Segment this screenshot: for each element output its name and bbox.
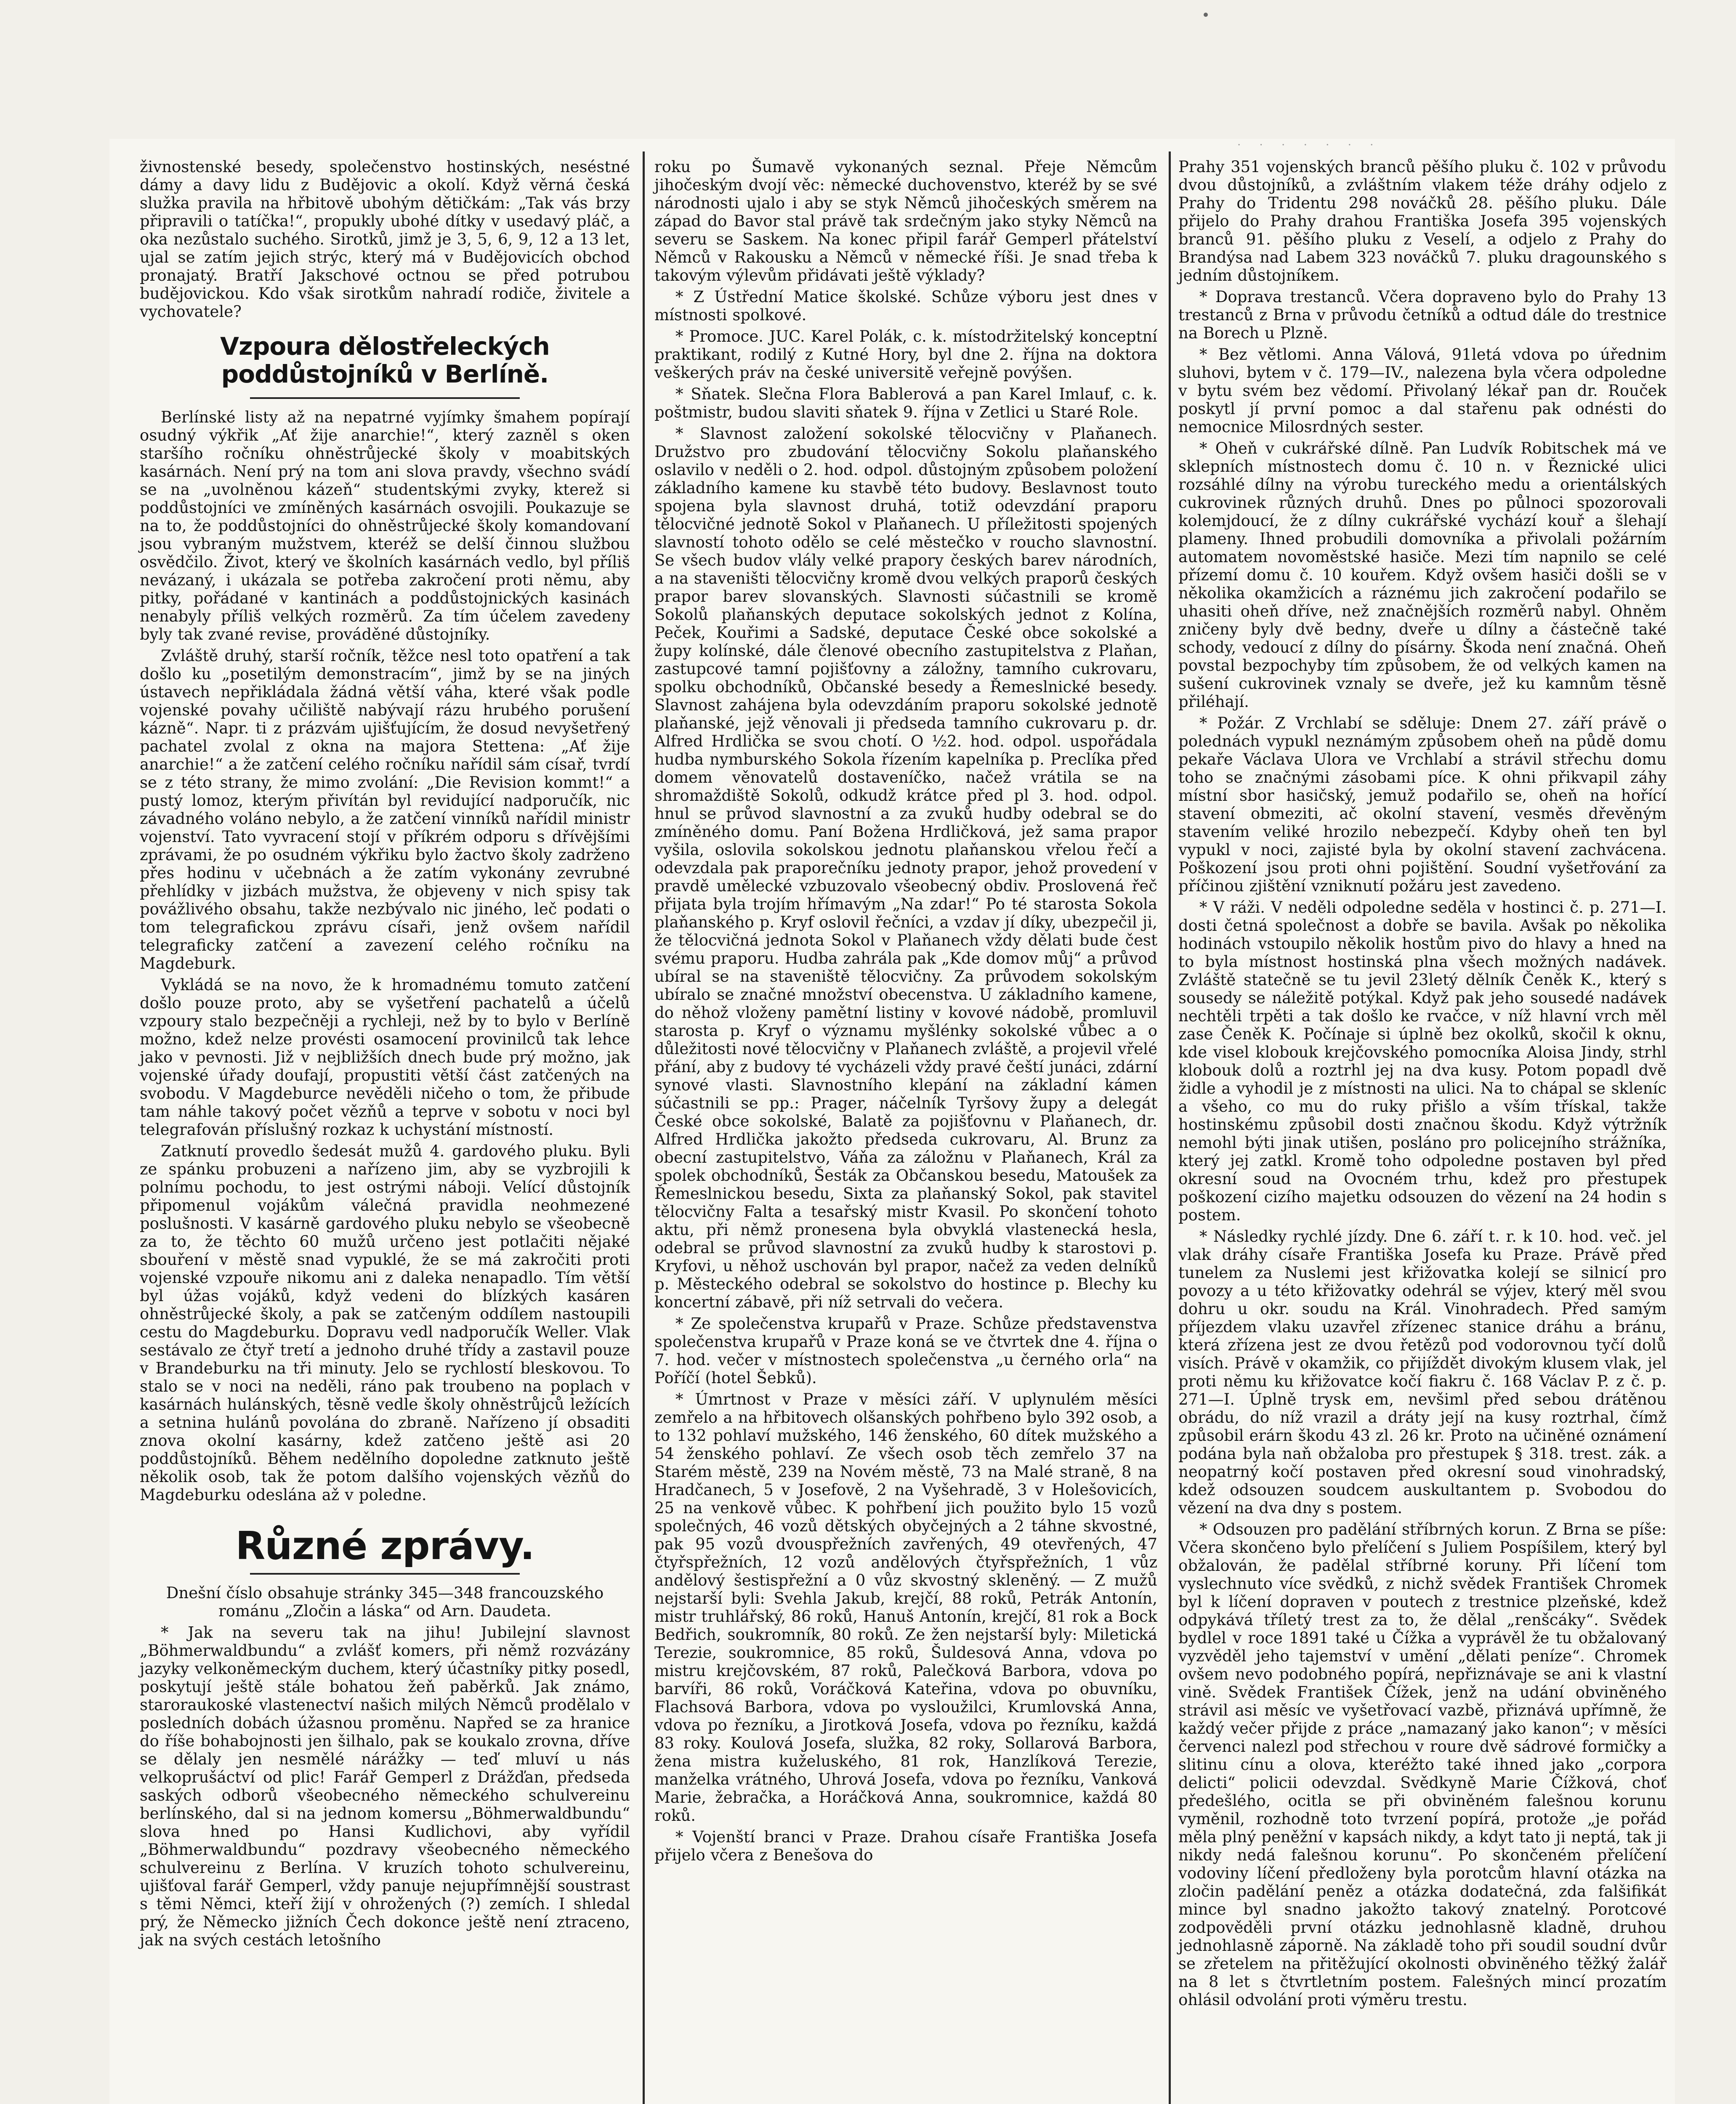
news-item: * Jak na severu tak na jihu! Jubilejní slavnost „Böhmerwaldbundu“ a zvlášť komers, při němž rozvázány jazyky velkoněmeckým duchem, který účastníky pitky posedl, poskytují ještě stále bohatou žeň paběrků. Jak známo, staroraukoské vlastenectví našich milých Němců prodělalo v posledních dobách úžasnou proměnu. Napřed se za hranice do říše bohabojnosti jen šilhalo, pak se koukalo zrovna, dříve se dělaly jen nesmělé nárážky — teď mluví u nás velkoprušáctví od plic! Farář Gemperl z Drážďan, předseda saských odborů všeobecného německého schulvereinu berlínského, dal si na jednom komersu „Böhmerwaldbundu“ slova hned po Hansi Kudlichovi, aby vyřídil „Böhmerwaldbundu“ pozdravy všeobecného německého schulvereinu z Berlína. V kruzích tohoto schulvereinu, ujišťoval farář Gemperl, vždy panuje nejupřímnější soustrast s těmi Němci, kteří žijí v ohrožených (?) zemích. I shledal prý, že Německo jižních Čech dokonce ještě není ztraceno, jak na svých cestách letošního (140, 1623, 630, 1949)
column-divider (643, 151, 645, 2104)
scan-dust-mark (1204, 13, 1208, 17)
news-item: * Sňatek. Slečna Flora Bablerová a pan Karel Imlauf, c. k. poštmistr, budou slaviti sňatek 9. října v Zetlici u Staré Role. (654, 385, 1157, 421)
news-item: * Oheň v cukrářské dílně. Pan Ludvík Robitschek má ve sklepních místnostech domu č. 10 n. v Řeznické ulici rozsáhlé dílny na výrobu tureckého medu a orientálských cukrovinek různých druhů. Dnes po půlnoci spozorovali kolemjdoucí, že z dílny cukrářské vychází kouř a šlehají plameny. Ihned probudili domovníka a přivolali požárním automatem novoměstské hasiče. Mezi tím napnilo se celé přízemí domu č. 10 kouřem. Když ovšem hasiči došli se v několika okamžicích a ráznému jich zakročení podařilo se uhasiti oheň dříve, než značnějších rozměrů nabyl. Ohněm zničeny byly dvě bedny, dveře u dílny a částečně také schody, vedoucí z dílny do písárny. Škoda není značná. Oheň povstal bezpochyby tím způsobem, že od velkých kamen na sušení cukrovinek vznaly se dveře, jež ku kamnům těsně přiléhají. (1178, 439, 1667, 711)
news-item: * Ze společenstva krupařů v Praze. Schůze představenstva společenstva krupařů v Praze koná se ve čtvrtek dne 4. října o 7. hod. večer v místnostech společenstva „u černého orla“ na Poříčí (hotel Šebků). (654, 1315, 1157, 1387)
news-item: * Požár. Z Vrchlabí se sděluje: Dnem 27. září právě o polednách vypukl neznámým způsobem oheň na půdě domu pekaře Václava Ulora ve Vrchlabí a strávil střechu domu toho se značnými zásobami píce. K ohni přikvapil záhy místní sbor hasičský, jemuž podařilo se, oheň na hořící stavení obmeziti, ač okolní stavení, vesměs dřevěným stavením veliké hrozilo nebezpečí. Kdyby oheň ten byl vypukl v noci, zajisté byla by okolní stavení zachvácena. Poškození jsou proti ohni pojištění. Soudní vyšetřování za příčinou zjištění vzniknutí požáru jest zavedeno. (1178, 714, 1667, 895)
news-item: * Doprava trestanců. Včera dopraveno bylo do Prahy 13 trestanců z Brna v průvodu četníků a odtud dále do trestnice na Borech u Plzně. (1178, 288, 1667, 342)
column-divider (1169, 151, 1171, 2104)
article-text: Prahy 351 vojenských branců pěšího pluku č. 102 v průvodu dvou důstojníků, a zvláštním vlakem téže dráhy odjelo z Prahy do Tridentu 298 nováčků 28. pěšího pluku. Dále přijelo do Prahy drahou Františka Josefa 395 vojenských branců 91. pěšího pluku z Veselí, a odjelo z Prahy do Brandýsa nad Labem 323 nováčků 7. pluku dragounského s jedním důstojníkem. (1178, 158, 1667, 284)
supplement-notice: Dnešní číslo obsahuje stránky 345—348 francouzského románu „Zločin a láska“ od Arn. Daudeta. (166, 1584, 604, 1620)
article-text: Berlínské listy až na nepatrné vyjímky šmahem popírají osudný výkřik „Ať žije anarchie!“, který zazněl s oken staršího ročníku ohněstrůjecké školy v moabitských kasárnách. Není prý na tom ani slova pravdy, všechno svádí se na „uvolněnou kázeň“ studentskými zvyky, kterež si poddůstojníci ve zmíněných kasárnách osvojili. Poukazuje se na to, že poddůstojníci do ohněstrůjecké školy komandovaní jsou vybraným mužstvem, kteréž se delší činnou službou osvědčilo. Život, který ve školních kasárnách vedlo, byl příliš nevázaný, i ukázala se potřeba zakročení proti němu, aby pitky, pořádané v kantinách a poddůstojnických kasinách nenabyly příliš velkých rozměrů. Za tím účelem zavedeny byly tak zvané revise, prováděné důstojníky. (140, 408, 630, 643)
news-item: * Slavnost založení sokolské tělocvičny v Plaňanech. Družstvo pro zbudování tělocvičny Sokolu plaňanského oslavilo v neděli o 2. hod. odpol. důstojným způsobem položení základního kamene ku stavbě této budovy. Beslavnost touto spojena byla slavnost druhá, totiž odevzdání praporu tělocvičné jednotě Sokol v Plaňanech. U příležitosti spojených slavností tohoto odělo se celé městečko v roucho slavnostní. Se všech budov vlály velké prapory českých barev národních, a na staveništi tělocvičny kromě dvou velkých praporů českých prapor barev slovanských. Slavnosti súčastnili se kromě Sokolů plaňanských deputace sokolských jednot z Kolína, Peček, Kouřimi a Sadské, deputace České obce sokolské a župy kolínské, dále členové obecního zastupitelstva z Plaňan, zastupcové tamní pojišťovny a záložny, tamního cukrovaru, spolku obchodníků, Občanské besedy a Řemeslnické besedy. Slavnost zahájena byla odevzdáním praporu sokolské jednotě plaňanské, jejž věnovali ji předseda tamního cukrovaru p. dr. Alfred Hrdlička se svou chotí. O ½2. hod. odpol. uspořádala hudba nymburského Sokola řízením kapelníka p. Preclíka před domem věnovatelů dostaveníčko, načež vrátila se na shromaždiště Sokolů, odkudž krátce před pl 3. hod. odpol. hnul se průvod slavnostní a za zvuků hudby odebral se do zmíněného domu. Paní Božena Hrdličková, jež sama prapor vyšila, oslovila sokolskou jednotu plaňanskou vřelou řečí a odevzdala pak praporečníku jednoty prapor, jehož provedení v pravdě umělecké vzbuzovalo všeobecný obdiv. Proslovená řeč přijata byla trojím hřímavým „Na zdar!“ Po té starosta Sokola plaňanského p. Kryf oslovil řečníci, a vzdav jí díky, ubezpečil ji, že tělocvičná jednota Sokol v Plaňanech vždy dělati bude čest svému praporu. Hudba zahrála pak „Kde domov můj“ a průvod ubíral se na staveniště tělocvičny. Za průvodem sokolským ubíralo se značné množství obecenstva. U základního kamene, do něhož vloženy pamětní listiny v kovové nádobě, promluvil starosta p. Kryf o významu myšlénky sokolské vůbec a o důležitosti nové tělocvičny v Plaňanech zvláště, a projevil vřelé přání, aby z budovy té vycházeli vždy pravé čeští junáci, zdární synové vlasti. Slavnostního klepání na základní kámen súčastnili se pp.: Prager, náčelník Tyršovy župy a delegát České obce sokolské, Balatě za pojišťovnu v Plaňanech, dr. Alfred Hrdlička jakožto předseda cukrovaru, Al. Brunz za obecní zastupitelstvo, Váňa za záložnu v Plaňanech, Král za spolek obchodníků, Šesták za Občanskou besedu, Matoušek za Řemeslnickou besedu, Sixta za plaňanský Sokol, pak stavitel tělocvičny Falta a tesařský mistr Kvasil. Po skončení tohoto aktu, při němž pronesena byla obvyklá vlastenecká hesla, odebral se průvod slavnostní za zvuků hudby k starostovi p. Kryfovi, u něhož uschován byl prapor, načež za veden delníků p. Městeckého odebral se sokolstvo do hostince p. Blechy ku koncertní zábavě, při níž setrvali do večera. (654, 425, 1157, 1311)
article-text: živnostenské besedy, společenstvo hostinských, neséstné dámy a davy lidu z Budějovic a okolí. Když věrná česká služka pravila na hřbitově ubohým dětičkám: „Tak vás brzy připravili o tatíčka!“, propukly ubohé dítky v usedavý pláč, a oka nezůstalo suchého. Sirotků, jimž je 3, 5, 6, 9, 12 a 13 let, ujal se zatím jejich strýc, který má v Budějovicích obchod pronajatý. Bratří Jakschové octnou se před potrubou budějovickou. Kdo však sirotkům nahradí rodiče, živitele a vychovatele? (140, 158, 630, 321)
article-text: roku po Šumavě vykonaných seznal. Přeje Němcům jihočeským dvojí věc: německé duchovenstvo, kteréž by se své národnosti ujalo i aby se styk Němců jihočeských směrem na západ do Bavor stal právě tak srdečným jako styky Němců na severu se Saskem. Na konec připil farář Gemperl přátelství Němců v Rakousku a Němců v německé říši. Je snad třeba k takovým výlevům přidávati ještě výklady? (654, 158, 1157, 284)
news-item: * Úmrtnost v Praze v měsíci září. V uplynulém měsíci zemřelo a na hřbitovech olšanských pohřbeno bylo 392 osob, a to 132 pohlaví mužského, 146 ženského, 60 dítek mužského a 54 ženského pohlaví. Ze všech osob těch zemřelo 37 na Starém městě, 239 na Novém městě, 73 na Malé straně, 8 na Hradčanech, 5 v Josefově, 2 na Vyšehradě, 3 v Holešovicích, 25 na venkově vůbec. K pohřbení jich použito bylo 15 vozů společných, 46 vozů dětských obyčejných a 2 táhne skvostné, pak 95 vozů dvouspřežních zavřených, 49 otevřených, 47 čtyřspřežních, 12 vozů andělových čtyřspřežních, 1 vůz andělový šestispřežní a 0 vůz skvostný skleněný. — Z mužů nejstarší byli: Svehla Jakub, krejčí, 88 roků, Petrák Antonín, mistr truhlářský, 86 roků, Hanuš Antonín, krejčí, 81 rok a Bock Bedřich, soukromník, 80 roků. Ze žen nejstarší byly: Miletická Terezie, soukromnice, 85 roků, Šuldesová Anna, vdova po mistru krejčovském, 87 roků, Palečková Barbora, vdova po barvíři, 86 roků, Voráčková Kateřina, vdova po obuvníku, Flachsová Barbora, vdova po vysloužilci, Krumlovská Anna, vdova po řezníku, a Jirotková Josefa, vdova po řezníku, každá 83 roky. Koulová Josefa, služka, 82 roky, Sollarová Barbora, žena mistra kuželuského, 81 rok, Hanzlíková Terezie, manželka vrátného, Uhrová Josefa, vdova po řezníku, Vanková Marie, žebračka, a Horáčková Anna, soukromnice, každá 80 roků. (654, 1390, 1157, 1825)
page-edge-marks: · · · · · · · (1237, 139, 1381, 151)
news-item: * Odsouzen pro padělání stříbrných korun. Z Brna se píše: Včera skončeno bylo přelíčení s Juliem Pospíšilem, který byl obžalován, že padělal stříbrné koruny. Při líčení tom vyslechnuto více svědků, z nichž svědek František Chromek byl k líčení dopraven v poutech z trestnice plzeňské, kdež odpykává tříletý trest za to, že dělal „renšcáky“. Svědek bydlel v roce 1891 také u Čížka a vyprávěl že tu obžalovaný vyzvěděl jeho tajemství v umění „dělati peníze“. Chromek ovšem nevo podobného popírá, nepřiznávaje se ani k vlastní vině. Svědek František Čížek, jenž na udání obviněného strávil asi měsíc ve vyšetřovací vazbě, přiznává upřímně, že každý večer přijde z práce „namazaný jako kanon“; v měsíci červenci nalezl pod střechou v roure dvě sádrové formičky a slitinu cínu a olova, kteréžto také ihned jako „corpora delicti“ policii odevzdal. Svědkyně Marie Čížková, choť předešlého, ocitla se při obviněném falešnou korunu vyměnil, rozhodně toto tvrzení popírá, protože „je pořád měla plný peněžní v kapsách nikdy, a kdyt tato ji neptá, tak ji nikdy nedá falešnou korunu“. Po skončeném přelíčení vodoviny líčení předloženy byla porotcům hlavní otázka na zločin padělání peněz a otázka dodatečná, zda falšifikát mince byl snadno jakožto takový znatelný. Porotcové zodpověděli první otázku jednohlasně kladně, druhou jednohlasně záporně. Na základě toho při soudil soudní dvůr se zřetelem na přitěžující okolnosti obviněného těžký žalář na 8 let s čtvrtletním postem. Falešných mincí prozatím ohlásil odvolání proti výměru trestu. (1178, 1520, 1667, 2009)
news-item: * Následky rychlé jízdy. Dne 6. září t. r. k 10. hod. več. jel vlak dráhy císaře Františka Josefa ku Praze. Právě před tunelem za Nuslemi jest křižovatka kolejí se silnicí pro povozy a u této křižovatky odehrál se výjev, který měl svou dohru u okr. soudu na Král. Vinohradech. Před samým příjezdem vlaku uzavřel zřízenec stanice dráhu a bránu, která zřízena jest ze dvou řetězů pod vodorovnou tyčí dolů visích. Právě v okamžik, co přijíždět divokým klusem vlak, jel proti němu ku křižovatce kočí fiakru č. 168 Václav P. z č. p. 271—I. Úplně trysk em, nevšiml před sebou drátěnou obrádu, do níž vrazil a dráty její na kusy roztrhal, čímž způsobil erárn škodu 43 zl. 26 kr. Proto na učiněné oznámení podána byla naň obžaloba pro přestupek § 318. trest. zák. a neopatrný kočí postaven před okresní soud vinohradský, kdež odsouzen soudcem auskultantem p. Svobodou do vězení na dva dny s postem. (1178, 1227, 1667, 1517)
news-item: * Z Ústřední Matice školské. Schůze výboru jest dnes v místnosti spolkové. (654, 288, 1157, 324)
column-middle (654, 158, 1157, 1868)
column-right (1178, 158, 1667, 2012)
headline-rule (250, 1573, 520, 1575)
headline-rule (250, 397, 520, 399)
column-left (140, 158, 630, 1953)
article-text: Zvláště druhý, starší ročník, těžce nesl toto opatření a tak došlo ku „posetilým demonstracím“, jimž by se na jiných ústavech nepřikládala žádná větší váha, které však podle vojenské povahy učiliště nabývají rázu hrubého porušení kázně“. Napr. ti z prázvám ujišťujícím, že dosud nevyšetřený pachatel zvolal z okna na majora Stettena: „Ať žije anarchie!“ a že zatčení celého ročníku nařídil sám císař, tvrdí se z této strany, že mimo zvolání: „Die Revision kommt!“ a pustý lomoz, kterým přivítán byl revidující nadporučík, nic závadného voláno nebylo, a že zatčení vinníků nařídil ministr vojenství. Tato vyvracení stojí v příkrém odporu s dřívějšími zprávami, že po osudném výkřiku bylo žactvo školy zadrženo přes hodinu v učebnách a že zatím vykonány zevrubné přehlídky v jizbách mužstva, že objeveny v nich spisy tak povážlivého obsahu, takže nezbývalo nic jiného, leč podati o tom telegrafickou zprávu císaři, jenž ovšem nařídil telegraficky zatčení a zavezení celého ročníku na Magdeburk. (140, 647, 630, 972)
article-text: Vykládá se na novo, že k hromadnému tomuto zatčení došlo pouze proto, aby se vyšetření pachatelů a účelů vzpoury stalo bezpečněji a rychleji, než by to bylo v Berlíně možno, kdež nelze provésti osamocení provinilců tak lehce jako v pevnosti. Již v nejbližších dnech bude prý možno, jak vojenské úřady doufají, propustiti větší část zatčených na svobodu. V Magdeburce nevěděli ničeho o tom, že přibude tam náhle takový počet vězňů a teprve v sobotu v noci byl telegrafován příslušný rozkaz k uchystání místností. (140, 976, 630, 1139)
news-item: * V ráži. V neděli odpoledne seděla v hostinci č. p. 271—I. dosti četná společnost a dobře se bavila. Avšak po několika hodinách vstoupilo několik hostům pivo do hlavy a hned na to byla místnost hostinská plna všech možných nadávek. Zvláště statečně se tu jevil 23letý dělník Čeněk K., který s sousedy se náležitě potýkal. Když pak jeho sousedé nadávek nechtěli trpěti a tak došlo ke rvačce, v níž hlavní vrch měl zase Čeněk K. Počínaje si úplně bez okolků, skočil k oknu, kde visel klobouk krejčovského pomocníka Aloisa Jindy, strhl klobouk dolů a roztrhl jej na dva kusy. Potom popadl dvě židle a vyhodil je z místnosti na ulici. Na to chápal se skleníc a všeho, co mu do ruky přišlo a vším třískal, takže hostinskému způsobil dosti značnou škodu. Když výtržník nemohl býti jinak utišen, posláno pro policejního strážníka, který jej zatkl. Kromě toho odpoledne postaven byl před okresní soud na Ovocném trhu, kdež pro přestupek poškození cizího majetku odsouzen do vězení na 24 hodin s postem. (1178, 898, 1667, 1224)
news-item: * Vojenští branci v Praze. Drahou císaře Františka Josefa přijelo včera z Benešova do (654, 1828, 1157, 1864)
news-item: * Bez větlomi. Anna Válová, 91letá vdova po úřednim sluhovi, bytem v č. 179—IV., nalezena byla včera odpoledne v bytu svém bez vědomí. Přivolaný lékař pan dr. Rouček poskytl jí první pomoc a dal stařenu pak odnésti do nemocnice Milosrdných sester. (1178, 345, 1667, 436)
section-headline: Různé zprávy. (235, 1523, 534, 1568)
article-headline: Vzpoura dělostřeleckých poddůstojníků v Berlíně. (220, 332, 550, 388)
article-text: Zatknutí provedlo šedesát mužů 4. gardového pluku. Byli ze spánku probuzeni a nařízeno jim, aby se vyzbrojili k polnímu pochodu, to jest ostrými náboji. Velící důstojník připomenul vojákům válečná pravidla neohmezené poslušnosti. V kasárně gardového pluku nebylo se všeobecně za to, že těchto 60 mužů určeno jest potlačiti nějaké sbouření v městě snad vypuklé, že se má zakročiti proti vojenské vzpouře nikomu ani z daleka nenapadlo. Tím větší byl úžas vojáků, když vedeni do blízkých kasáren ohněstrůjecké školy, a pak se zatčeným oddílem nastoupili cestu do Magdeburku. Dopravu vedl nadporučík Weller. Vlak sestávalo ze čtyř tretí a jednoho druhé třídy a zastavil pouze v Brandeburku na tři minuty. Jelo se rychlostí bleskovou. To stalo se v noci na neděli, ráno pak troubeno na poplach v kasárnách hulánských, těsně vedle školy ohněstrůjců ležících a setnina hulánů povolána do zbraně. Nařízeno jí obsaditi znova okolní kasárny, kdež zatčeno ještě asi 20 poddůstojníků. Během nedělního dopoledne zatknuto ještě několik osob, tak že potom dalšího vojenských vězňů do Magdeburku odeslána až v poledne. (140, 1142, 630, 1504)
news-item: * Promoce. JUC. Karel Polák, c. k. místodržitelský konceptní praktikant, rodilý z Kutné Hory, byl dne 2. října na doktora veškerých práv na české universitě veřejně povýšen. (654, 327, 1157, 382)
